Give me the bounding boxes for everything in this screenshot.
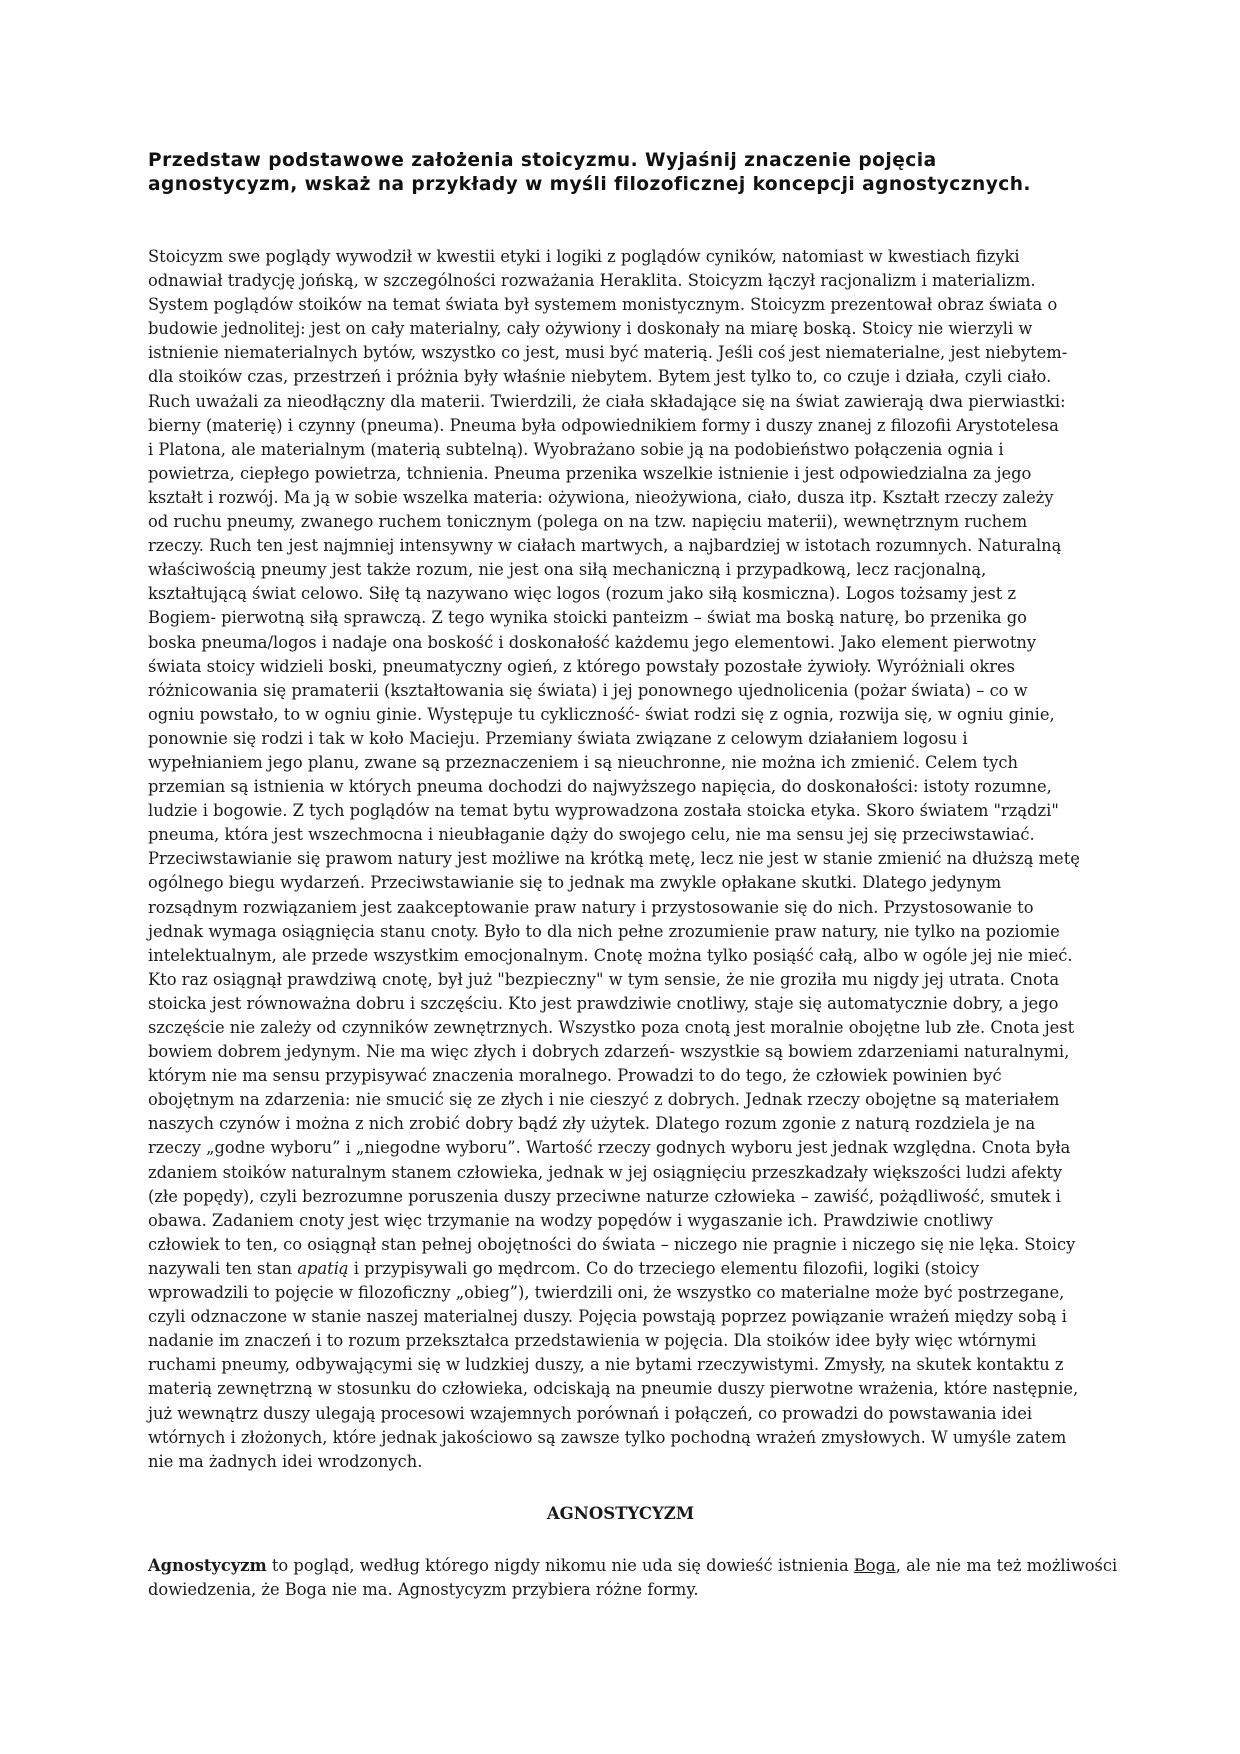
body-line: Stoicyzm swe poglądy wywodził w kwestii etyki i logiki z poglądów cyników, natomiast w kwestiach fizyki bbox=[148, 247, 1020, 266]
body-line bbox=[148, 1257, 1100, 1281]
body-line: już wewnątrz duszy ulegają procesowi wzajemnych porównań i połączeń, co prowadzi do powstawania idei bbox=[148, 1403, 1033, 1423]
agnosticism-definition-paragraph bbox=[148, 1554, 1118, 1603]
body-line: (złe popędy), czyli bezrozumne poruszenia duszy przeciwne naturze człowieka – zawiść, pożądliwość, smutek i bbox=[148, 1186, 1061, 1206]
body-line: ruchami pneumy, odbywającymi się w ludzkiej duszy, a nie bytami rzeczywistymi. Zmysły, na skutek kontaktu z bbox=[148, 1355, 1064, 1375]
definition-line-1 bbox=[148, 1554, 1118, 1578]
body-line: przemian są istnienia w których pneuma dochodzi do najwyższego napięcia, do doskonałości: istoty rozumne, bbox=[148, 777, 1052, 797]
body-line: System poglądów stoików na temat świata był systemem monistycznym. Stoicyzm prezentował obraz świata o bbox=[148, 295, 1058, 315]
body-line: odnawiał tradycję jońską, w szczególności rozważania Heraklita. Stoicyzm łączył racjonalizm i materializm. bbox=[148, 271, 1036, 291]
body-line: właściwością pneumy jest także rozum, nie jest ona siłą mechaniczną i przypadkową, lecz racjonalną, bbox=[148, 560, 987, 580]
body-line: kształtującą świat celowo. Siłę tą nazywano więc logos (rozum jako siłą kosmiczna). Logos tożsamy jest z bbox=[148, 584, 1017, 604]
body-line: powietrza, ciepłego powietrza, tchnienia. Pneuma przenika wszelkie istnienie i jest odpowiedzialna za jego bbox=[148, 463, 1032, 483]
body-line: świata stoicy widzieli boski, pneumatyczny ogień, z którego powstały pozostałe żywioły. Wyróżniali okres bbox=[148, 656, 1016, 676]
body-line: boska pneuma/logos i nadaje ona boskość i doskonałość każdemu jego elementowi. Jako element pierwotny bbox=[148, 632, 1037, 652]
apatia-term: apatią bbox=[297, 1258, 349, 1278]
definition-term: Agnostycyzm bbox=[148, 1556, 267, 1575]
god-link[interactable]: Boga bbox=[853, 1556, 896, 1575]
body-line: obawa. Zadaniem cnoty jest więc trzymanie na wodzy popędów i wygaszanie ich. Prawdziwie cnotliwy bbox=[148, 1210, 994, 1230]
body-text-segment: i przypisywali go mędrcom. Co do trzeciego elementu filozofii, logiki (stoicy bbox=[348, 1258, 980, 1278]
body-line: istnienie niematerialnych bytów, wszystko co jest, musi być materią. Jeśli coś jest niematerialne, jest niebytem- bbox=[148, 343, 1068, 363]
body-line: naszych czynów i można z nich zrobić dobry bądź zły użytek. Dlatego rozum zgonie z naturą rozdziela je na bbox=[148, 1114, 1036, 1134]
definition-text: to pogląd, według którego nigdy nikomu nie uda się dowieść istnienia bbox=[266, 1556, 854, 1575]
body-line: obojętnym na zdarzenia: nie smucić się ze złych i nie cieszyć z dobrych. Jednak rzeczy obojętne są materiałem bbox=[148, 1090, 1060, 1110]
body-line: jednak wymaga osiągnięcia stanu cnoty. Było to dla nich pełne zrozumienie praw natury, nie tylko na poziomie bbox=[148, 921, 1060, 941]
body-line: różnicowania się pramaterii (kształtowania się świata) i jej ponownego ujednolicenia (pożar świata) – co w bbox=[148, 680, 1028, 700]
body-line: nadanie im znaczeń i to rozum przekształca przedstawienia w pojęcia. Dla stoików idee były więc wtórnymi bbox=[148, 1331, 1037, 1351]
body-line: materią zewnętrzną w stosunku do człowieka, odciskają na pneumie duszy pierwotne wrażenia, które następnie, bbox=[148, 1379, 1079, 1399]
body-line: którym nie ma sensu przypisywać znaczenia moralnego. Prowadzi to do tego, że człowiek powinien być bbox=[148, 1066, 1002, 1086]
body-line: Przeciwstawianie się prawom natury jest możliwe na krótką metę, lecz nie jest w stanie zmienić na dłuższą metę bbox=[148, 849, 1080, 869]
body-line: czyli odznaczone w stanie naszej materialnej duszy. Pojęcia powstają poprzez powiązanie wrażeń między sobą i bbox=[148, 1307, 1067, 1327]
body-line: ogólnego biegu wydarzeń. Przeciwstawianie się to jednak ma zwykle opłakane skutki. Dlatego jedynym bbox=[148, 873, 1002, 893]
body-line: wtórnych i złożonych, które jednak jakościowo są zawsze tylko pochodną wrażeń zmysłowych. W umyśle zatem bbox=[148, 1427, 1067, 1447]
body-line: pneuma, która jest wszechmocna i nieubłaganie dąży do swojego celu, nie ma sensu jej się przeciwstawiać. bbox=[148, 825, 1035, 845]
definition-line-2: dowiedzenia, że Boga nie ma. Agnostycyzm przybiera różne formy. bbox=[148, 1580, 699, 1600]
body-line: od ruchu pneumy, zwanego ruchem tonicznym (polega on na tzw. napięciu materii), wewnętrznym ruchem bbox=[148, 512, 1028, 532]
body-line: Ruch uważali za nieodłączny dla materii. Twierdzili, że ciała składające się na świat zawierają dwa pierwiastki: bbox=[148, 391, 1066, 411]
body-line: budowie jednolitej: jest on cały materialny, cały ożywiony i doskonały na miarę boską. Stoicy nie wierzyli w bbox=[148, 319, 1033, 339]
body-line: nie ma żadnych idei wrodzonych. bbox=[148, 1451, 423, 1471]
body-line: Bogiem- pierwotną siłą sprawczą. Z tego wynika stoicki panteizm – świat ma boską naturę, bo przenika go bbox=[148, 608, 1027, 628]
body-line: intelektualnym, ale przede wszystkim emocjonalnym. Cnotę można tylko posiąść całą, albo w ogóle jej nie mieć. bbox=[148, 945, 1073, 965]
body-line: rzeczy. Ruch ten jest najmniej intensywny w ciałach martwych, a najbardziej w istotach rozumnych. Naturalną bbox=[148, 536, 1062, 556]
body-line: ponownie się rodzi i tak w koło Macieju. Przemiany świata związane z celowym działaniem logosu i bbox=[148, 728, 968, 748]
body-line: ogniu powstało, to w ogniu ginie. Występuje tu cykliczność- świat rodzi się z ognia, rozwija się, w ogniu ginie, bbox=[148, 704, 1055, 724]
body-line: kształt i rozwój. Ma ją w sobie wszelka materia: ożywiona, nieożywiona, ciało, dusza itp. Kształt rzeczy zależy bbox=[148, 487, 1054, 507]
body-line: wprowadzili to pojęcie w filozoficzny „obieg”), twierdzili oni, że wszystko co materialne może być postrzegane, bbox=[148, 1283, 1065, 1303]
body-line: człowiek to ten, co osiągnął stan pełnej obojętności do świata – niczego nie pragnie i niczego się nie lęka. Stoicy bbox=[148, 1234, 1076, 1254]
stoicism-body-paragraph bbox=[148, 245, 1100, 1474]
body-line: dla stoików czas, przestrzeń i próżnia były właśnie niebytem. Bytem jest tylko to, co czuje i działa, czyli ciało. bbox=[148, 367, 1052, 387]
body-line: zdaniem stoików naturalnym stanem człowieka, jednak w jej osiągnięciu przeszkadzały większości ludzi afekty bbox=[148, 1162, 1063, 1182]
body-line: ludzie i bogowie. Z tych poglądów na temat bytu wyprowadzona została stoicka etyka. Skoro światem "rządzi" bbox=[148, 801, 1059, 821]
body-line: bierny (materię) i czynny (pneuma). Pneuma była odpowiednikiem formy i duszy znanej z filozofii Arystotelesa bbox=[148, 415, 1059, 435]
definition-text-end: , ale nie ma też możliwości bbox=[895, 1556, 1118, 1575]
body-line: i Platona, ale materialnym (materią subtelną). Wyobrażano sobie ją na podobieństwo połączenia ognia i bbox=[148, 439, 1004, 459]
body-line: rozsądnym rozwiązaniem jest zaakceptowanie praw natury i przystosowanie się do nich. Przystosowanie to bbox=[148, 897, 1034, 917]
body-text-segment: nazywali ten stan bbox=[148, 1258, 298, 1278]
body-line: rzeczy „godne wyboru” i „niegodne wyboru”. Wartość rzeczy godnych wyboru jest jednak względna. Cnota była bbox=[148, 1138, 1071, 1158]
section-title-agnosticism: AGNOSTYCYZM bbox=[546, 1504, 695, 1523]
body-line: wypełnianiem jego planu, zwane są przeznaczeniem i są nieuchronne, nie można ich zmienić. Celem tych bbox=[148, 752, 1018, 772]
document-heading: Przedstaw podstawowe założenia stoicyzmu. Wyjaśnij znaczenie pojęcia agnostycyzm, wskaż na przykłady w myśli filozoficznej koncepcji agnostycznych. bbox=[148, 150, 1031, 195]
body-line: szczęście nie zależy od czynników zewnętrznych. Wszystko poza cnotą jest moralnie obojętne lub złe. Cnota jest bbox=[148, 1018, 1075, 1037]
body-line: stoicka jest równoważna dobru i szczęściu. Kto jest prawdziwie cnotliwy, staje się automatycznie dobry, a jego bbox=[148, 993, 1059, 1013]
body-line: bowiem dobrem jedynym. Nie ma więc złych i dobrych zdarzeń- wszystkie są bowiem zdarzeniami naturalnymi, bbox=[148, 1042, 1070, 1062]
body-line: Kto raz osiągnął prawdziwą cnotę, był już "bezpieczny" w tym sensie, że nie groziła mu nigdy jej utrata. Cnota bbox=[148, 969, 1060, 989]
